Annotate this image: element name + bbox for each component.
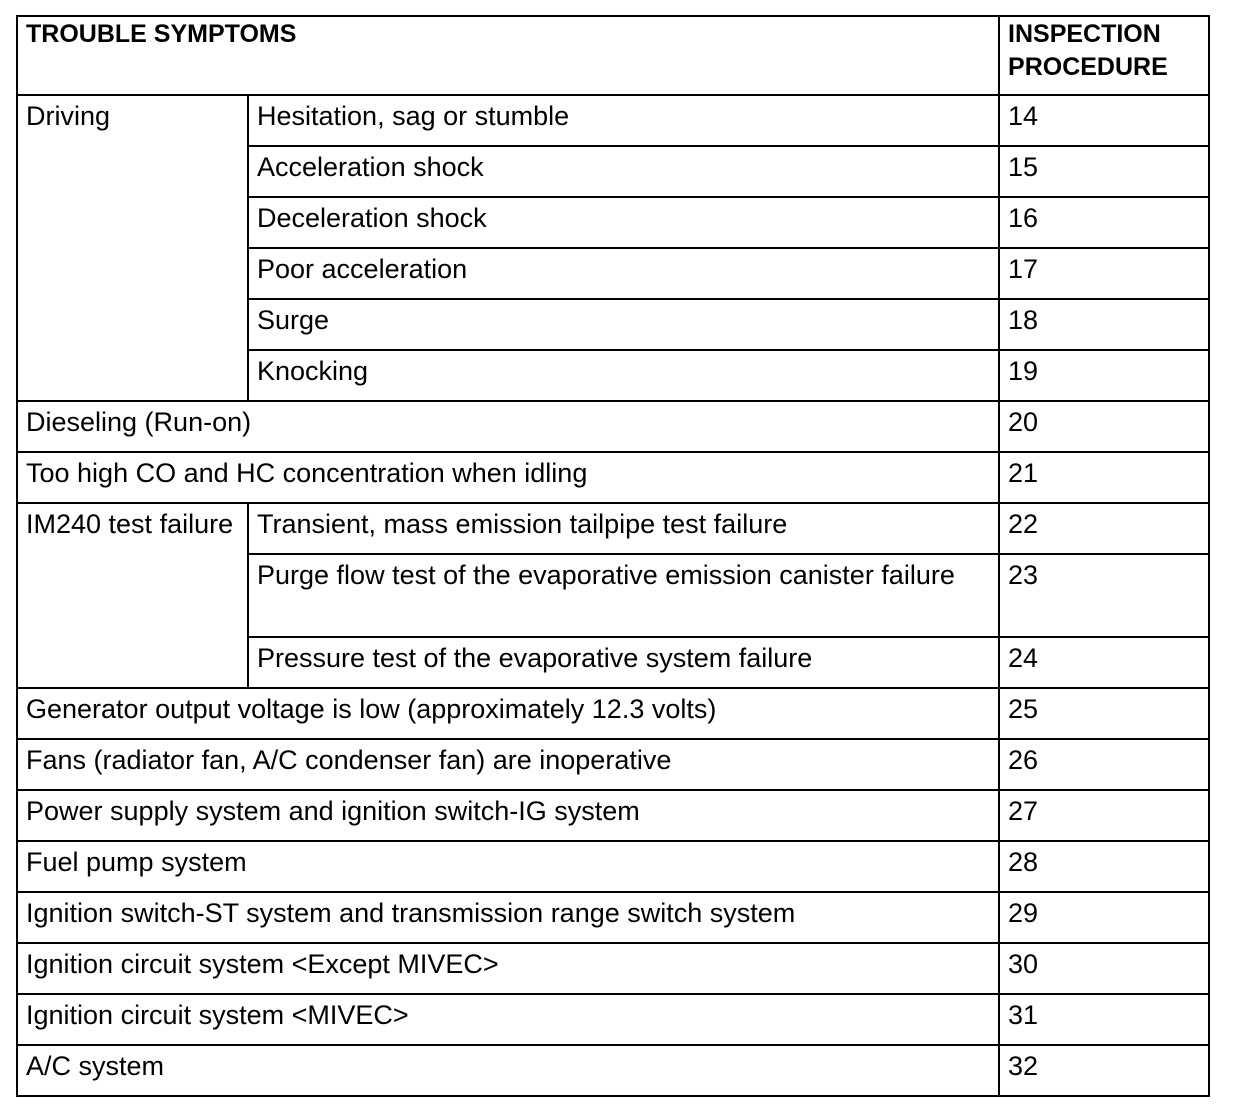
procedure-cell: 20 [999,401,1209,452]
group-label-im240: IM240 test failure [17,503,248,688]
procedure-cell: 26 [999,739,1209,790]
symptom-cell: Surge [248,299,999,350]
symptom-cell: Ignition circuit system <MIVEC> [17,994,999,1045]
symptom-cell: Dieseling (Run-on) [17,401,999,452]
symptom-cell: Ignition circuit system <Except MIVEC> [17,943,999,994]
symptom-cell: A/C system [17,1045,999,1096]
symptom-cell: Too high CO and HC concentration when idling [17,452,999,503]
procedure-cell: 32 [999,1045,1209,1096]
trouble-symptoms-table [16,15,1210,1097]
procedure-cell: 31 [999,994,1209,1045]
table-row [17,503,1209,554]
procedure-cell: 25 [999,688,1209,739]
symptom-cell: Fans (radiator fan, A/C condenser fan) are inoperative [17,739,999,790]
symptom-cell: Poor acceleration [248,248,999,299]
header-inspection-procedure: INSPECTION PROCEDURE [999,16,1209,95]
table-row [17,1045,1209,1096]
table-row [17,892,1209,943]
table-row [17,95,1209,146]
symptom-cell: Acceleration shock [248,146,999,197]
procedure-cell: 24 [999,637,1209,688]
procedure-cell: 18 [999,299,1209,350]
symptom-cell: Power supply system and ignition switch-IG system [17,790,999,841]
symptom-cell: Deceleration shock [248,197,999,248]
table-row [17,943,1209,994]
table-row [17,452,1209,503]
procedure-cell: 19 [999,350,1209,401]
procedure-cell: 29 [999,892,1209,943]
group-label-driving: Driving [17,95,248,401]
symptom-cell: Ignition switch-ST system and transmission range switch system [17,892,999,943]
header-row [17,16,1209,95]
symptom-cell: Generator output voltage is low (approximately 12.3 volts) [17,688,999,739]
table-row [17,688,1209,739]
table-row [17,790,1209,841]
procedure-cell: 17 [999,248,1209,299]
table-row [17,841,1209,892]
symptom-cell: Pressure test of the evaporative system failure [248,637,999,688]
procedure-cell: 15 [999,146,1209,197]
symptom-cell: Knocking [248,350,999,401]
procedure-cell: 16 [999,197,1209,248]
procedure-cell: 23 [999,554,1209,637]
symptom-cell: Hesitation, sag or stumble [248,95,999,146]
procedure-cell: 27 [999,790,1209,841]
procedure-cell: 22 [999,503,1209,554]
procedure-cell: 30 [999,943,1209,994]
symptom-cell: Transient, mass emission tailpipe test failure [248,503,999,554]
table-row [17,739,1209,790]
symptom-cell: Purge flow test of the evaporative emission canister failure [248,554,999,637]
symptom-cell: Fuel pump system [17,841,999,892]
table-row [17,401,1209,452]
procedure-cell: 14 [999,95,1209,146]
procedure-cell: 28 [999,841,1209,892]
header-trouble-symptoms: TROUBLE SYMPTOMS [17,16,999,95]
procedure-cell: 21 [999,452,1209,503]
table-row [17,994,1209,1045]
